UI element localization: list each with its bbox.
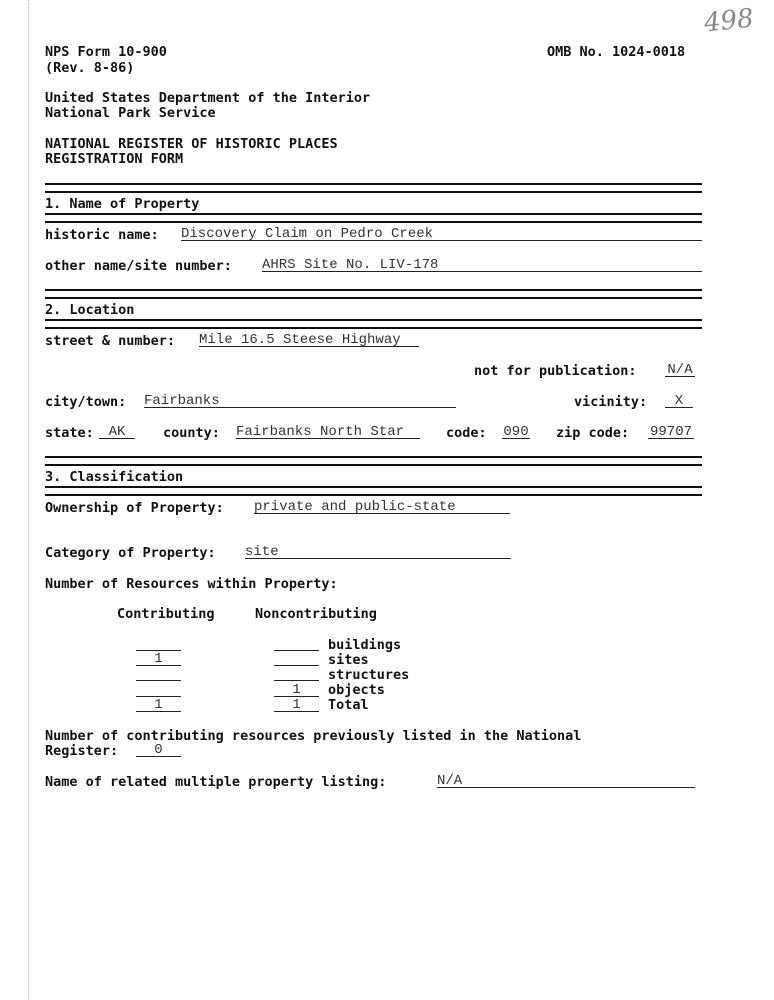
other-name-value: AHRS Site No. LIV-178 <box>262 257 439 273</box>
street-value: Mile 16.5 Steese Highway <box>199 332 401 348</box>
previously-listed-label: Number of contributing resources previously listed in the National <box>45 728 582 744</box>
historic-name-value: Discovery Claim on Pedro Creek <box>181 226 434 242</box>
ownership-label: Ownership of Property: <box>45 500 224 516</box>
street-label: street & number: <box>45 333 176 349</box>
resources-label: Number of Resources within Property: <box>45 576 338 592</box>
noncontributing-header: Noncontributing <box>255 606 377 622</box>
not-for-publication-field <box>665 362 695 377</box>
state-field <box>99 424 135 439</box>
resource-label-buildings: buildings <box>328 637 402 653</box>
noncontributing-objects-value: 1 <box>292 682 301 698</box>
historic-name-field <box>181 226 702 241</box>
section-divider <box>45 183 702 193</box>
form-revision: (Rev. 8-86) <box>45 60 135 76</box>
contributing-sites-value: 1 <box>154 651 163 667</box>
contributing-header: Contributing <box>117 606 215 622</box>
form-number: NPS Form 10-900 <box>45 44 167 60</box>
section-3-heading: 3. Classification <box>45 469 184 485</box>
handwritten-page-number: 498 <box>702 3 756 39</box>
other-name-label: other name/site number: <box>45 258 232 274</box>
related-listing-value: N/A <box>437 773 463 789</box>
category-value: site <box>245 544 279 560</box>
vicinity-value: X <box>674 393 684 409</box>
resource-label-structures: structures <box>328 667 410 683</box>
previously-listed-field <box>136 742 181 757</box>
section-2-heading: 2. Location <box>45 302 135 318</box>
left-margin-scan-marks <box>28 0 35 1000</box>
code-field <box>502 424 530 439</box>
county-field <box>236 424 420 439</box>
section-divider <box>45 486 702 496</box>
service-name: National Park Service <box>45 105 216 121</box>
contributing-total-value: 1 <box>154 697 163 713</box>
not-for-publication-label: not for publication: <box>474 363 637 379</box>
related-listing-label: Name of related multiple property listing: <box>45 774 387 790</box>
previously-listed-value: 0 <box>154 742 163 758</box>
noncontributing-total-value: 1 <box>292 697 301 713</box>
resource-label-sites: sites <box>328 652 369 668</box>
resource-label-objects: objects <box>328 682 385 698</box>
section-1-heading: 1. Name of Property <box>45 196 200 212</box>
historic-name-label: historic name: <box>45 227 159 243</box>
zip-label: zip code: <box>556 425 630 441</box>
street-field <box>199 332 419 347</box>
omb-number: OMB No. 1024-0018 <box>547 44 686 60</box>
code-label: code: <box>446 425 487 441</box>
register-name: NATIONAL REGISTER OF HISTORIC PLACES <box>45 136 338 152</box>
zip-value: 99707 <box>649 424 692 440</box>
city-value: Fairbanks <box>144 393 220 409</box>
code-value: 090 <box>503 424 529 440</box>
contributing-buildings <box>136 636 181 651</box>
resource-label-total: Total <box>328 697 369 713</box>
section-divider <box>45 289 702 299</box>
zip-field <box>648 424 694 439</box>
contributing-objects <box>136 682 181 697</box>
contributing-total <box>136 697 181 712</box>
form-title: REGISTRATION FORM <box>45 151 184 167</box>
related-listing-field <box>437 773 695 788</box>
category-field <box>245 544 511 559</box>
other-name-field <box>262 257 702 272</box>
city-label: city/town: <box>45 394 127 410</box>
noncontributing-total <box>274 697 319 712</box>
noncontributing-objects <box>274 682 319 697</box>
noncontributing-sites <box>274 651 319 666</box>
ownership-field <box>254 499 510 514</box>
contributing-structures <box>136 666 181 681</box>
county-label: county: <box>163 425 220 441</box>
ownership-value: private and public-state <box>254 499 456 515</box>
section-divider <box>45 319 702 329</box>
city-field <box>144 393 456 408</box>
state-value: AK <box>108 424 126 440</box>
section-divider <box>45 213 702 223</box>
register-label: Register: <box>45 743 119 759</box>
vicinity-label: vicinity: <box>574 394 648 410</box>
section-divider <box>45 456 702 466</box>
state-label: state: <box>45 425 94 441</box>
department-name: United States Department of the Interior <box>45 90 371 106</box>
not-for-publication-value: N/A <box>667 362 693 378</box>
noncontributing-buildings <box>274 636 319 651</box>
noncontributing-structures <box>274 666 319 681</box>
category-label: Category of Property: <box>45 545 216 561</box>
contributing-sites <box>136 651 181 666</box>
county-value: Fairbanks North Star <box>236 424 405 440</box>
vicinity-field <box>665 393 693 408</box>
